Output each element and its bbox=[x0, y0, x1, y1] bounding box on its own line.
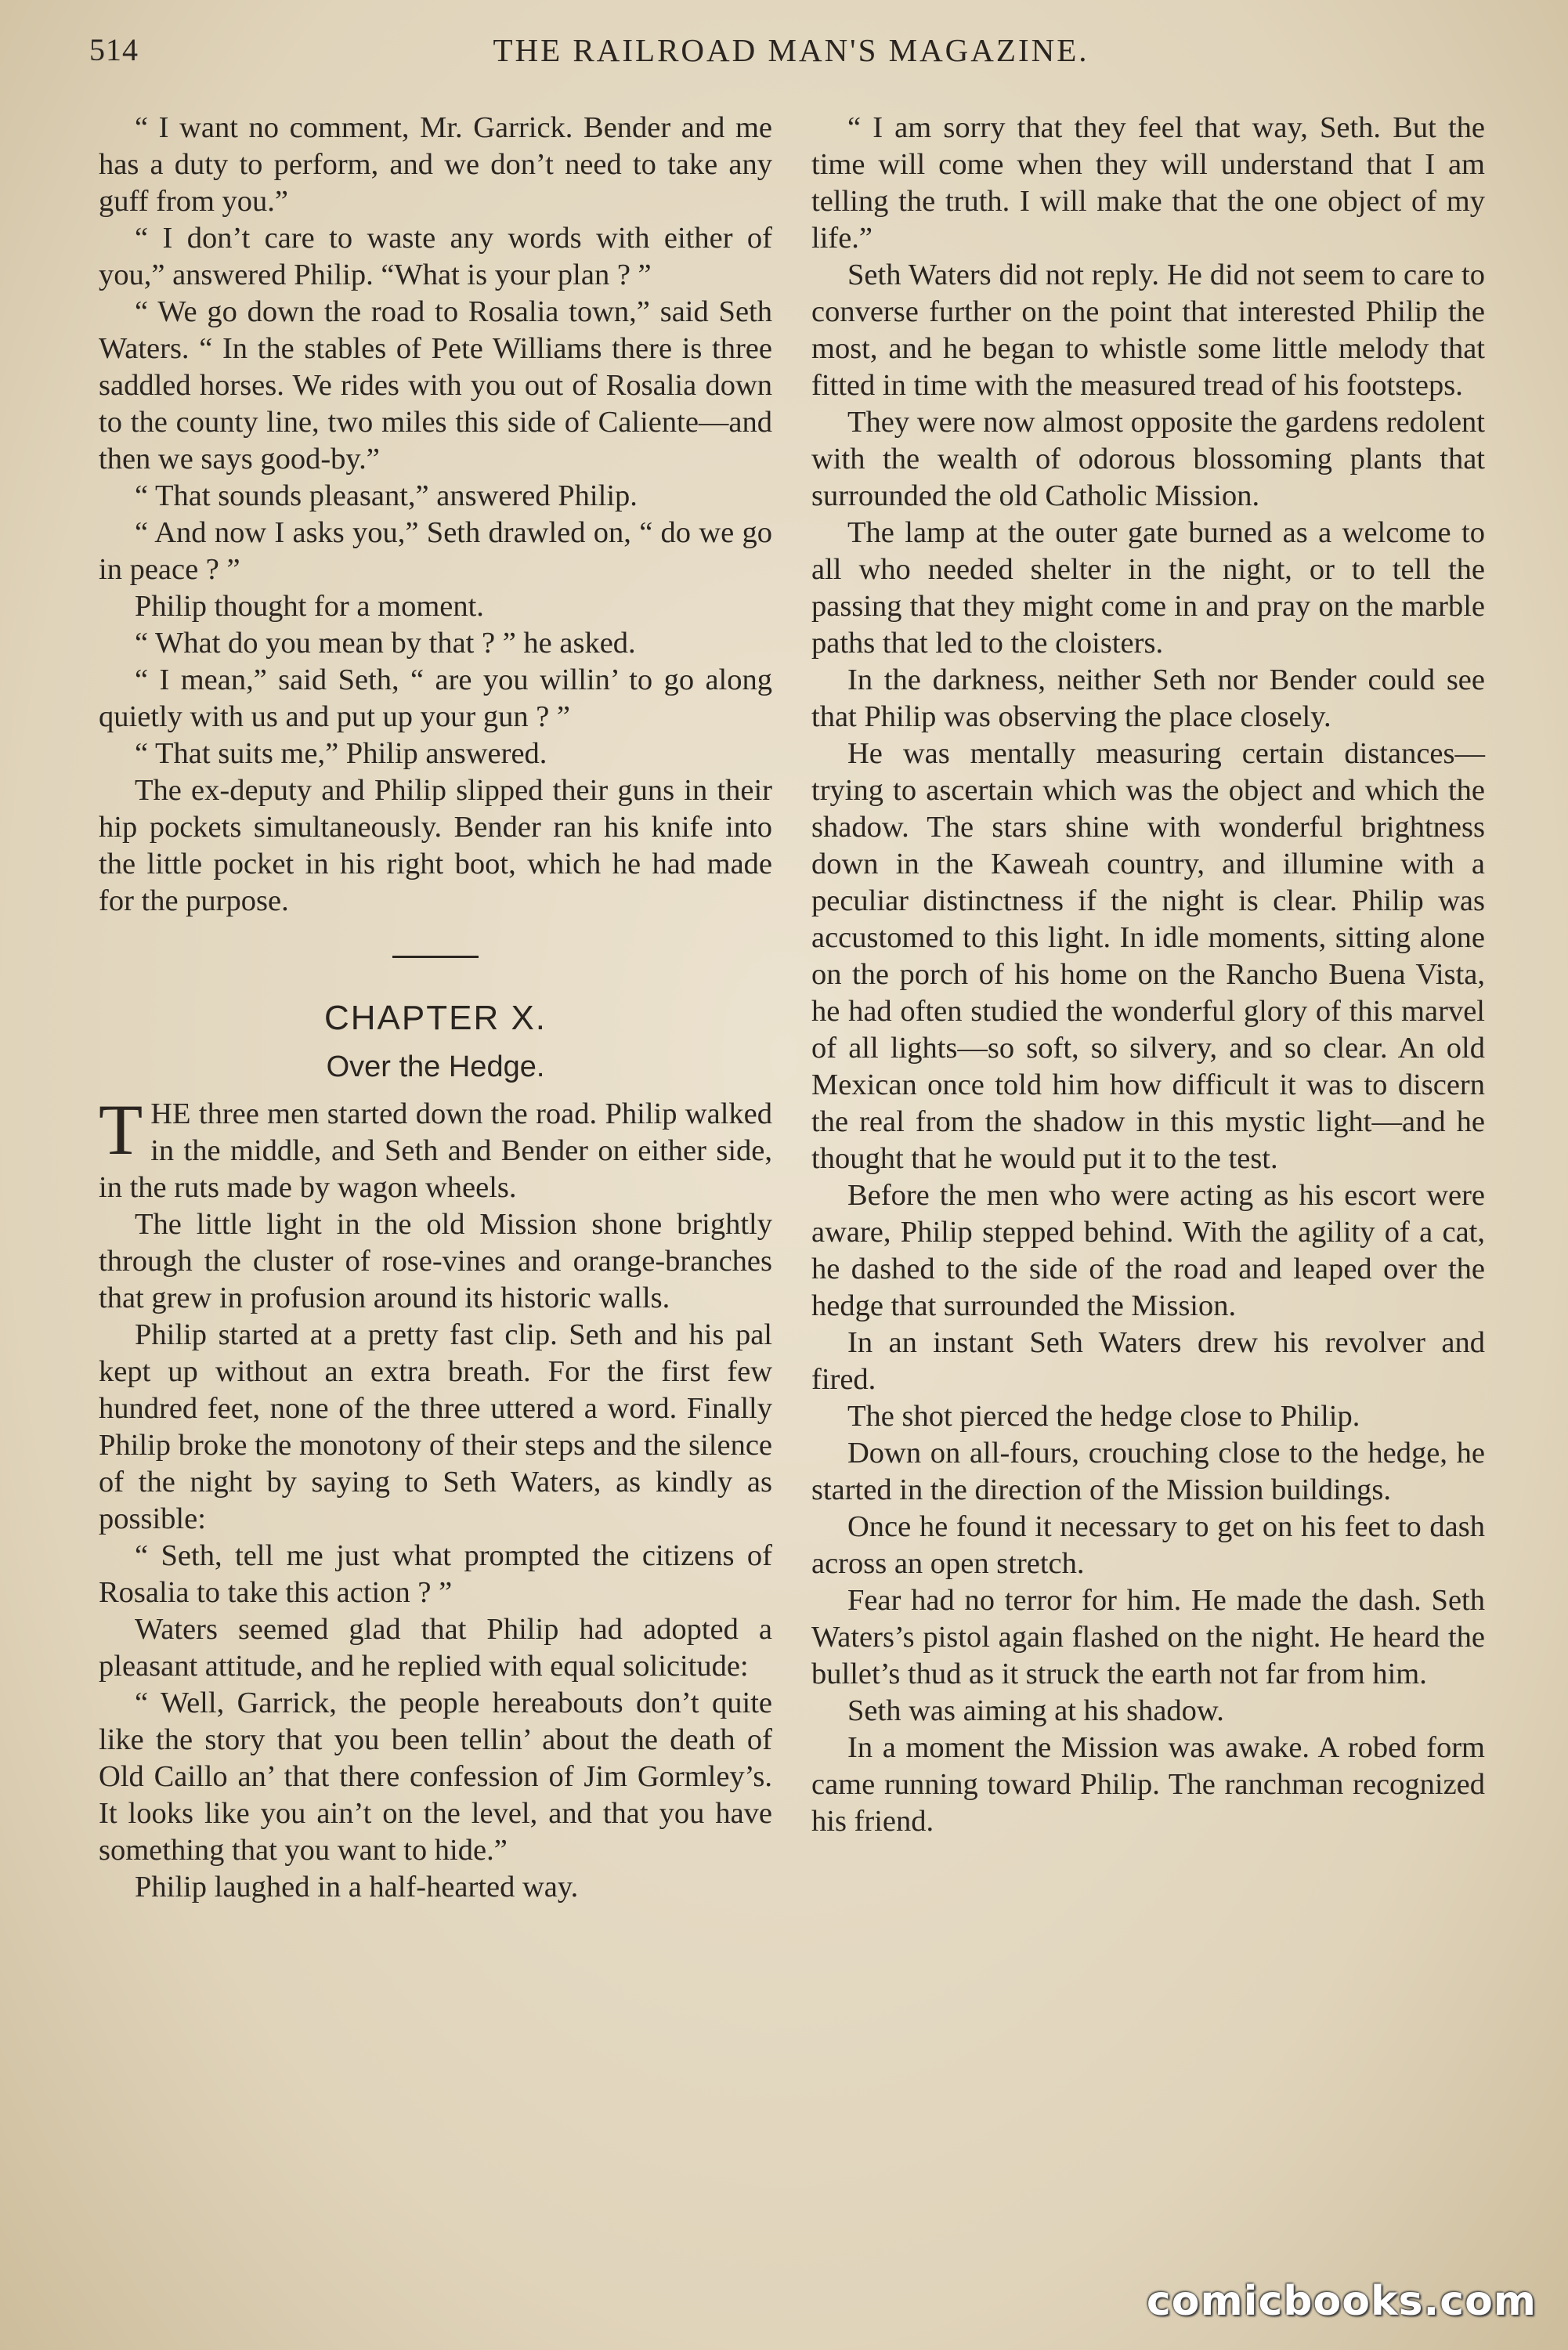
paragraph: Waters seemed glad that Philip had adopted a pleasant attitude, and he replied with equal solicitude: bbox=[99, 1613, 772, 1683]
paragraph: “ I don’t care to waste any words with either of you,” answered Philip. “What is your plan ? ” bbox=[99, 222, 772, 291]
paragraph: “ Seth, tell me just what prompted the citizens of Rosalia to take this action ? ” bbox=[99, 1539, 772, 1609]
left-column bbox=[99, 110, 772, 1906]
chapter-subtitle: Over the Hedge. bbox=[326, 1050, 545, 1083]
paragraph: Seth Waters did not reply. He did not seem to care to converse further on the point that interested Philip the most, and he began to whistle some little melody that fitted in time with the measured tread of his footsteps. bbox=[811, 258, 1485, 402]
watermark: comicbooks.com bbox=[1146, 2278, 1537, 2325]
paragraph: “ I am sorry that they feel that way, Seth. But the time will come when they will understand that I am telling the truth. I will make that the one object of my life.” bbox=[811, 111, 1485, 255]
paragraph: “ I mean,” said Seth, “ are you willin’ to go along quietly with us and put up your gun ? ” bbox=[99, 663, 772, 733]
paragraph: They were now almost opposite the gardens redolent with the wealth of odorous blossoming plants that surrounded the old Catholic Mission. bbox=[811, 406, 1485, 512]
chapter-heading: CHAPTER X. bbox=[323, 999, 547, 1037]
paragraph: Down on all-fours, crouching close to the hedge, he started in the direction of the Mission buildings. bbox=[811, 1437, 1485, 1506]
paragraph: Philip laughed in a half-hearted way. bbox=[135, 1871, 579, 1904]
opening-text: HE three men started down the road. Philip walked in the middle, and Seth and Bender on either side, in the ruts made by wagon wheels. bbox=[99, 1097, 772, 1204]
paragraph: “ That suits me,” Philip answered. bbox=[135, 737, 547, 770]
paragraph: Once he found it necessary to get on his feet to dash across an open stretch. bbox=[811, 1510, 1485, 1580]
paragraph: The lamp at the outer gate burned as a welcome to all who needed shelter in the night, or to tell the passing that they might come in and pray on the marble paths that led to the cloisters. bbox=[811, 516, 1485, 660]
paragraph: In a moment the Mission was awake. A robed form came running toward Philip. The ranchman recognized his friend. bbox=[811, 1731, 1485, 1838]
paragraph: Before the men who were acting as his escort were aware, Philip stepped behind. With the agility of a cat, he dashed to the side of the road and leaped over the hedge that surrounded the Mission. bbox=[811, 1179, 1485, 1322]
paragraph: The ex-deputy and Philip slipped their guns in their hip pockets simultaneously. Bender ran his knife into the little pocket in his right boot, which he had made for the purpose. bbox=[99, 774, 772, 917]
paragraph: In an instant Seth Waters drew his revolver and fired. bbox=[811, 1326, 1485, 1396]
right-column bbox=[811, 110, 1485, 1840]
section-divider bbox=[392, 956, 479, 958]
paragraph: “ Well, Garrick, the people hereabouts don’t quite like the story that you been tellin’ about the death of Old Caillo an’ that there confession of Jim Gormley’s. It looks like you ain’t on the level, and that you have something that you want to hide.” bbox=[99, 1687, 772, 1867]
page-number: 514 bbox=[89, 32, 139, 67]
paragraph: “ That sounds pleasant,” answered Philip. bbox=[135, 479, 638, 512]
paragraph: In the darkness, neither Seth nor Bender could see that Philip was observing the place closely. bbox=[811, 663, 1485, 733]
paragraph: “ We go down the road to Rosalia town,” said Seth Waters. “ In the stables of Pete Williams there is three saddled horses. We rides with you out of Rosalia down to the county line, two miles this side of Caliente—and then we says good-by.” bbox=[99, 295, 772, 475]
paragraph: The little light in the old Mission shone brightly through the cluster of rose-vines and orange-branches that grew in profusion around its historic walls. bbox=[99, 1208, 772, 1314]
paragraph: The shot pierced the hedge close to Philip. bbox=[847, 1400, 1360, 1433]
paragraph: “ I want no comment, Mr. Garrick. Bender and me has a duty to perform, and we don’t need to take any guff from you.” bbox=[99, 111, 772, 218]
paragraph: Seth was aiming at his shadow. bbox=[847, 1694, 1224, 1727]
chapter-opening-paragraph bbox=[99, 1090, 772, 1206]
paragraph: Fear had no terror for him. He made the dash. Seth Waters’s pistol again flashed on the night. He heard the bullet’s thud as it struck the earth not far from him. bbox=[811, 1584, 1485, 1690]
drop-cap: T bbox=[99, 1090, 143, 1170]
paragraph: Philip thought for a moment. bbox=[135, 590, 484, 623]
paragraph: “ And now I asks you,” Seth drawled on, “ do we go in peace ? ” bbox=[99, 516, 772, 586]
running-head: THE RAILROAD MAN'S MAGAZINE. bbox=[493, 32, 1089, 68]
paragraph: Philip started at a pretty fast clip. Seth and his pal kept up without an extra breath. For the first few hundred feet, none of the three uttered a word. Finally Philip broke the monotony of their steps and the silence of the night by saying to Seth Waters, as kindly as possible: bbox=[99, 1318, 772, 1535]
paragraph: “ What do you mean by that ? ” he asked. bbox=[135, 627, 636, 660]
paragraph: He was mentally measuring certain distances—trying to ascertain which was the object and which the shadow. The stars shine with wonderful brightness down in the Kaweah country, and illumine with a peculiar distinctness if the night is clear. Philip was accustomed to this light. In idle moments, sitting alone on the porch of his home on the Rancho Buena Vista, he had often studied the wonderful glory of this marvel of all lights—so soft, so silvery, and so clear. An old Mexican once told him how difficult it was to discern the real from the shadow in this mystic light—and he thought that he would put it to the test. bbox=[811, 737, 1485, 1175]
